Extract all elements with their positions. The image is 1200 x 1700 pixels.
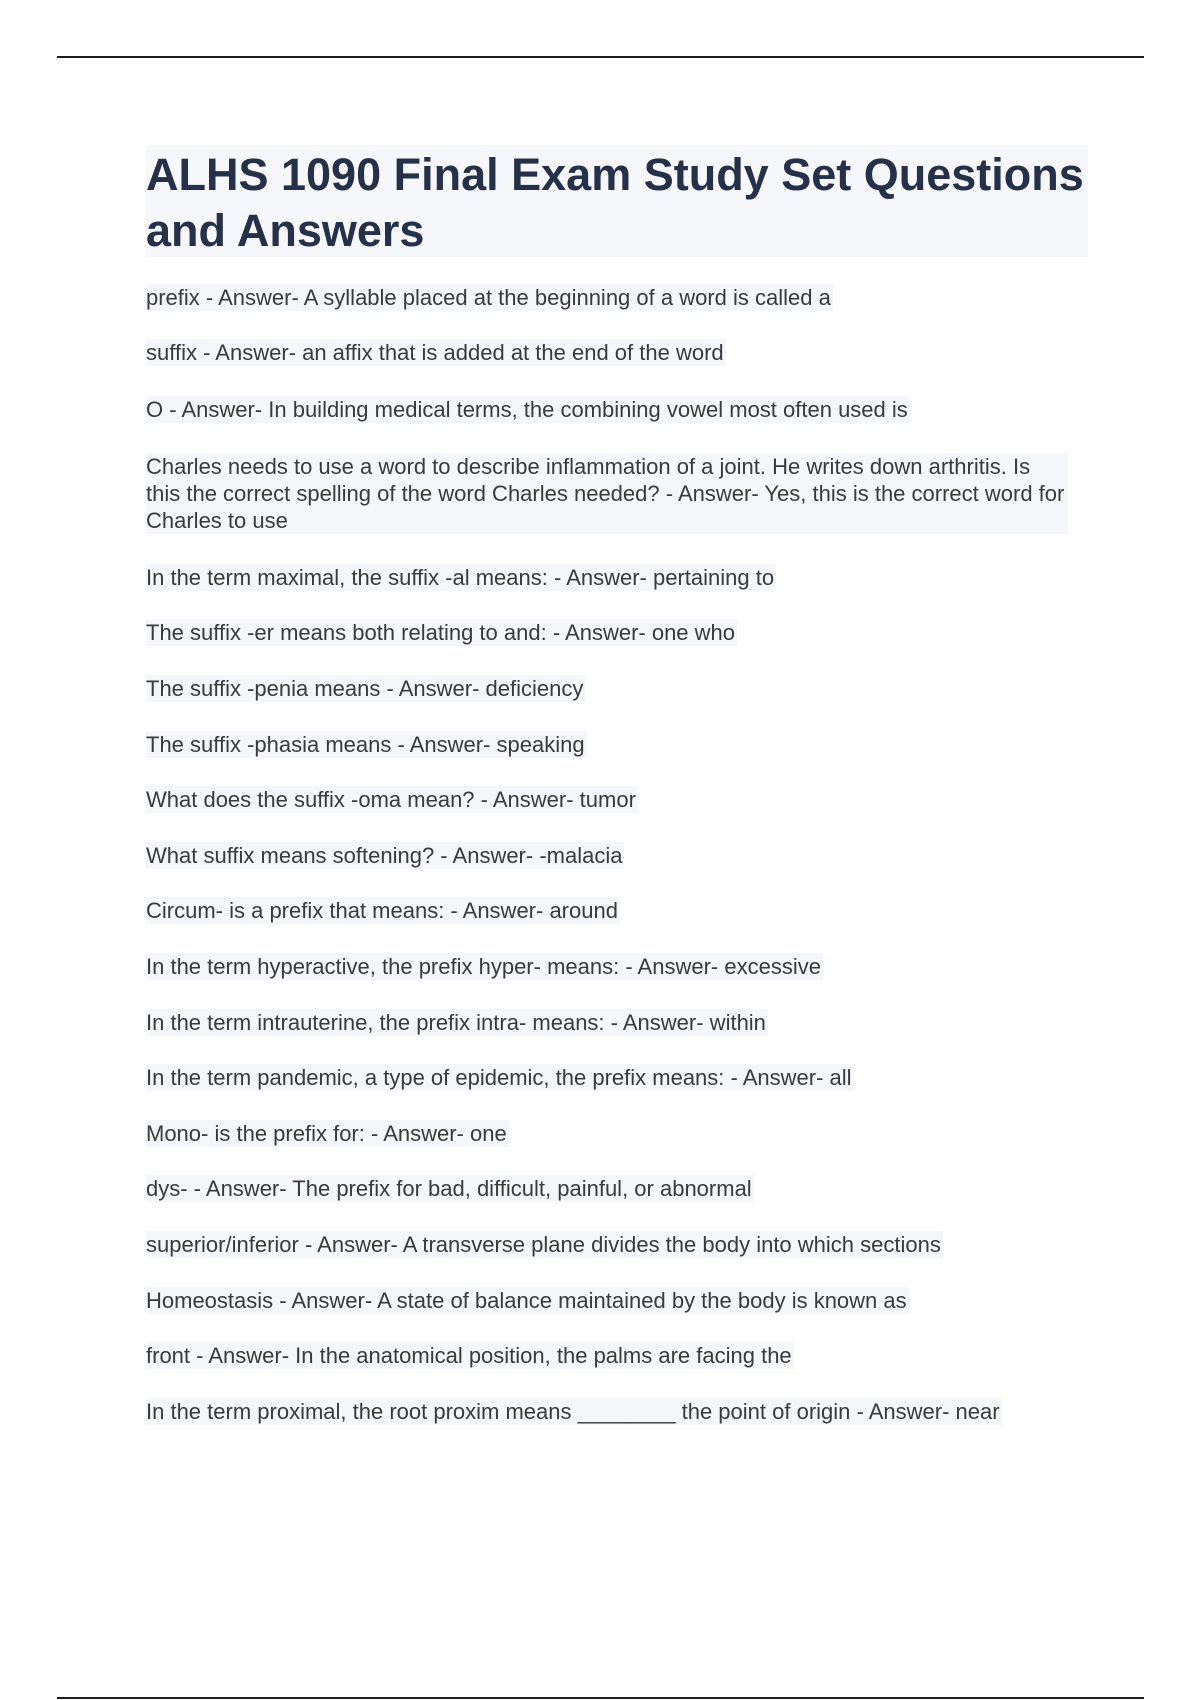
qa-item: Circum- is a prefix that means: - Answer- around	[146, 898, 618, 923]
qa-item: In the term hyperactive, the prefix hyper- means: - Answer- excessive	[146, 954, 821, 979]
qa-item: Charles needs to use a word to describe inflammation of a joint. He writes down arthritis. Is this the correct spelling of the word Charles needed? - Answer- Yes, this is the correct word for Charles to use	[146, 453, 1068, 534]
qa-item: In the term intrauterine, the prefix intra- means: - Answer- within	[146, 1010, 766, 1035]
qa-item: superior/inferior - Answer- A transverse plane divides the body into which sections	[146, 1232, 941, 1257]
qa-item: O - Answer- In building medical terms, the combining vowel most often used is	[146, 397, 908, 422]
qa-item: Homeostasis - Answer- A state of balance maintained by the body is known as	[146, 1288, 907, 1313]
qa-item: front - Answer- In the anatomical position, the palms are facing the	[146, 1343, 792, 1368]
qa-item: In the term pandemic, a type of epidemic, the prefix means: - Answer- all	[146, 1065, 852, 1090]
qa-item: The suffix -penia means - Answer- deficiency	[146, 676, 584, 701]
qa-item: dys- - Answer- The prefix for bad, difficult, painful, or abnormal	[146, 1176, 752, 1201]
title-block	[146, 145, 1088, 257]
qa-item: What does the suffix -oma mean? - Answer- tumor	[146, 787, 636, 812]
qa-item: In the term proximal, the root proxim means ________ the point of origin - Answer- near	[146, 1399, 1000, 1424]
qa-item: The suffix -phasia means - Answer- speaking	[146, 732, 585, 757]
qa-item: suffix - Answer- an affix that is added at the end of the word	[146, 340, 724, 365]
qa-item: prefix - Answer- A syllable placed at the beginning of a word is called a	[146, 285, 831, 310]
qa-item: What suffix means softening? - Answer- -malacia	[146, 843, 623, 868]
qa-item: In the term maximal, the suffix -al means: - Answer- pertaining to	[146, 565, 775, 590]
qa-item: Mono- is the prefix for: - Answer- one	[146, 1121, 507, 1146]
document-title: ALHS 1090 Final Exam Study Set Questions and Answers	[146, 149, 1084, 256]
top-rule	[57, 56, 1144, 58]
bottom-rule	[57, 1697, 1144, 1699]
qa-item: The suffix -er means both relating to and: - Answer- one who	[146, 620, 736, 645]
